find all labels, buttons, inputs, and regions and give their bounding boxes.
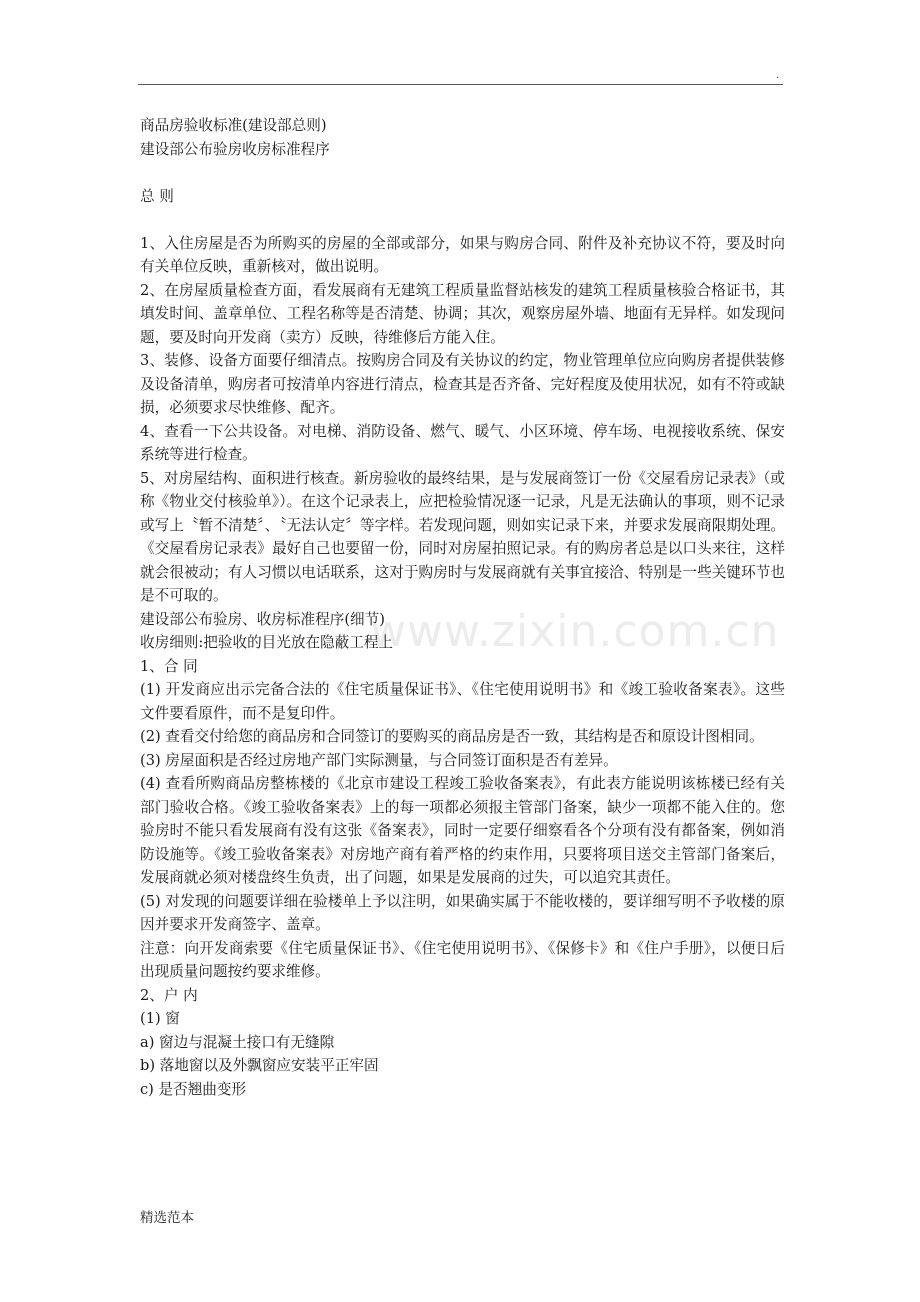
contract-item-3: (3) 房屋面积是否经过房地产部门实际测量，与合同签订面积是否有差异。	[140, 751, 618, 769]
doc-title: 商品房验收标准(建设部总则)	[140, 117, 327, 134]
window-item-a: a) 窗边与混凝土接口有无缝隙	[140, 1033, 335, 1051]
contract-item-4: (4) 查看所购商品房整栋楼的《北京市建设工程竣工验收备案表》，有此表方能说明该栋楼已经有关部门验收合格。《竣工验收备案表》上的每一项都必须报主管部门备案，缺少一项都不能入住的。您验房时不能只看发展商有没有这张《备案表》，同时一定要仔细察看各个分项有没有都备案，例如消防设施等。《竣工验收备案表》对房地产商有着严格的约束作用，只要将项目送交主管部门备案后，发展商就必须对楼盘终生负责，出了问题，如果是发展商的过失，可以追究其责任。	[140, 775, 785, 886]
section-heading-general: 总 则	[140, 187, 174, 205]
header-rule	[138, 84, 783, 85]
footer-label: 精选范本	[140, 1210, 194, 1226]
paragraph-4: 4、查看一下公共设备。对电梯、消防设备、燃气、暖气、小区环境、停车场、电视接收系统、保安系统等进行检查。	[140, 422, 785, 463]
doc-subtitle: 建设部公布验房收房标准程序	[140, 140, 330, 158]
window-heading: (1) 窗	[140, 1010, 180, 1027]
window-item-b: b) 落地窗以及外飘窗应安装平正牢固	[140, 1057, 379, 1074]
contract-item-5: (5) 对发现的问题要详细在验楼单上予以注明，如果确实属于不能收楼的，要详细写明不予收楼的原因并要求开发商签字、盖章。	[140, 892, 785, 933]
section-subheading: 收房细则:把验收的目光放在隐蔽工程上	[140, 634, 394, 651]
contract-item-1: (1) 开发商应出示完备合法的《住宅质量保证书》、《住宅使用说明书》和《竣工验收备案表》。这些文件要看原件，而不是复印件。	[140, 681, 785, 722]
paragraph-5: 5、对房屋结构、面积进行核查。新房验收的最终结果，是与发展商签订一份《交屋看房记录表》（或称《物业交付核验单》）。在这个记录表上，应把检验情况逐一记录，凡是无法确认的事项，则不记录或写上〝暂不清楚〞、〝无法认定〞等字样。若发现问题，则如实记录下来，并要求发展商限期处理。《交屋看房记录表》最好自己也要留一份，同时对房屋拍照记录。有的购房者总是以口头来往，这样就会很被动；有人习惯以电话联系，这对于购房时与发展商就有关事宜接洽、特别是一些关键环节也是不可取的。	[140, 469, 785, 604]
document-body	[140, 114, 785, 1101]
window-item-c: c) 是否翘曲变形	[140, 1080, 247, 1098]
note: 注意：向开发商索要《住宅质量保证书》、《住宅使用说明书》、《保修卡》和《住户手册》，以便日后出现质量问题按约要求维修。	[140, 939, 785, 980]
paragraph-3: 3、装修、设备方面要仔细清点。按购房合同及有关协议的约定，物业管理单位应向购房者提供装修及设备清单，购房者可按清单内容进行清点，检查其是否齐备、完好程度及使用状况，如有不符或缺损，必须要求尽快维修、配齐。	[140, 352, 785, 416]
paragraph-1: 1、入住房屋是否为所购买的房屋的全部或部分，如果与购房合同、附件及补充协议不符，要及时向有关单位反映，重新核对，做出说明。	[140, 234, 785, 275]
contract-item-2: (2) 查看交付给您的商品房和合同签订的要购买的商品房是否一致，其结构是否和原设计图相同。	[140, 728, 764, 745]
section-heading-details: 建设部公布验房、收房标准程序(细节)	[140, 610, 385, 628]
header-mark: .	[776, 70, 780, 81]
heading-contract: 1、合 同	[140, 657, 198, 675]
paragraph-2: 2、在房屋质量检查方面，看发展商有无建筑工程质量监督站核发的建筑工程质量核验合格证书，其填发时间、盖章单位、工程名称等是否清楚、协调；其次，观察房屋外墙、地面有无异样。如发现问题，要及时向开发商（卖方）反映，待维修后方能入住。	[140, 281, 785, 346]
heading-indoor: 2、户 内	[140, 986, 198, 1004]
watermark: www.zixin.com.cn	[370, 606, 780, 657]
